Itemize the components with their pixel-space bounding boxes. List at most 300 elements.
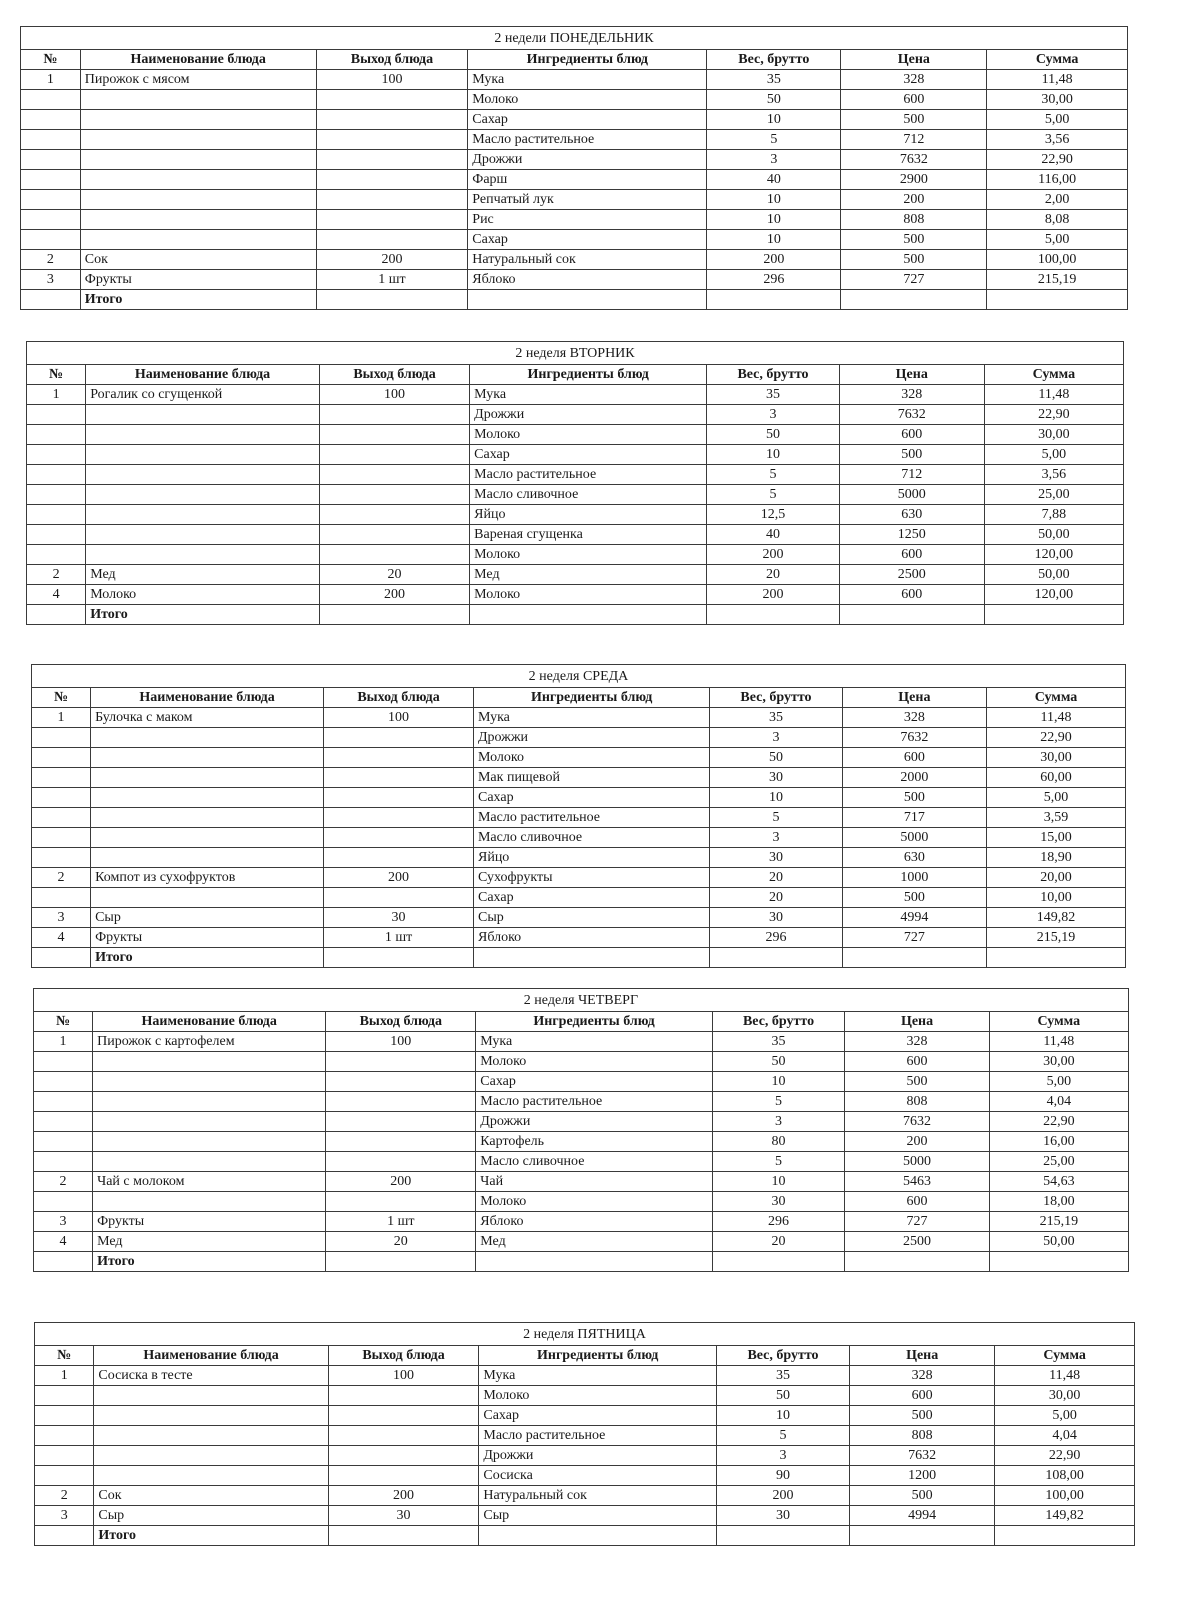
table-cell xyxy=(93,1192,326,1212)
table-cell: 1 xyxy=(27,385,86,405)
total-label: Итого xyxy=(80,290,316,310)
table-cell: 20 xyxy=(710,868,842,888)
column-header: Выход блюда xyxy=(319,365,469,385)
table-cell xyxy=(21,150,81,170)
table-row xyxy=(34,1092,1129,1112)
table-cell: 4 xyxy=(32,928,91,948)
table-cell: 30 xyxy=(710,848,842,868)
table-cell xyxy=(80,90,316,110)
table-cell: 200 xyxy=(707,545,840,565)
table-cell: 1 xyxy=(34,1032,93,1052)
table-cell: Пирожок с мясом xyxy=(80,70,316,90)
table-cell: 5,00 xyxy=(984,445,1123,465)
table-cell: 5000 xyxy=(842,828,986,848)
table-cell: 5 xyxy=(707,465,840,485)
column-header: Вес, брутто xyxy=(707,50,841,70)
table-cell xyxy=(80,170,316,190)
table-cell xyxy=(316,190,468,210)
table-cell xyxy=(328,1466,479,1486)
table-cell xyxy=(27,505,86,525)
table-cell: 30,00 xyxy=(984,425,1123,445)
column-header: Наименование блюда xyxy=(93,1012,326,1032)
menu-table-monday xyxy=(20,26,1128,310)
table-row xyxy=(27,565,1124,585)
table-cell xyxy=(319,485,469,505)
table-row xyxy=(35,1406,1135,1426)
table-row xyxy=(21,70,1128,90)
menu-table-tuesday xyxy=(26,341,1124,625)
table-cell xyxy=(91,828,324,848)
table-cell: 600 xyxy=(850,1386,995,1406)
table-row xyxy=(21,150,1128,170)
table-cell xyxy=(35,1466,94,1486)
table-cell: Яблоко xyxy=(468,270,707,290)
table-cell: 25,00 xyxy=(989,1152,1128,1172)
column-header: № xyxy=(35,1346,94,1366)
table-cell: Сосиска xyxy=(479,1466,717,1486)
table-cell: Фрукты xyxy=(93,1212,326,1232)
table-row xyxy=(34,1172,1129,1192)
table-cell xyxy=(86,445,320,465)
table-cell: Сахар xyxy=(476,1072,713,1092)
table-cell: 200 xyxy=(319,585,469,605)
table-cell xyxy=(328,1446,479,1466)
table-cell: 500 xyxy=(842,788,986,808)
table-cell xyxy=(94,1466,328,1486)
table-cell: Масло сливочное xyxy=(470,485,707,505)
table-cell: 296 xyxy=(707,270,841,290)
table-row xyxy=(34,1112,1129,1132)
column-header: Выход блюда xyxy=(328,1346,479,1366)
table-cell: 4,04 xyxy=(989,1092,1128,1112)
table-row xyxy=(32,848,1126,868)
table-cell: Дрожжи xyxy=(479,1446,717,1466)
table-cell xyxy=(324,828,474,848)
table-cell xyxy=(32,808,91,828)
table-cell xyxy=(328,1426,479,1446)
table-cell xyxy=(324,728,474,748)
table-cell: 35 xyxy=(712,1032,845,1052)
table-cell: 3 xyxy=(710,728,842,748)
table-cell: Сахар xyxy=(468,230,707,250)
table-cell: 10 xyxy=(707,445,840,465)
table-cell: 35 xyxy=(707,70,841,90)
table-cell: Сыр xyxy=(473,908,709,928)
table-cell: 500 xyxy=(850,1406,995,1426)
table-cell: Сахар xyxy=(470,445,707,465)
table-cell: 7632 xyxy=(850,1446,995,1466)
table-row xyxy=(21,130,1128,150)
column-header: № xyxy=(32,688,91,708)
table-cell xyxy=(21,190,81,210)
table-cell: Мука xyxy=(470,385,707,405)
table-cell xyxy=(91,728,324,748)
table-cell xyxy=(324,788,474,808)
table-cell xyxy=(86,425,320,445)
table-cell: 717 xyxy=(842,808,986,828)
table-cell xyxy=(80,190,316,210)
table-cell: 3 xyxy=(32,908,91,928)
header-row xyxy=(32,688,1126,708)
table-row xyxy=(21,190,1128,210)
table-cell xyxy=(93,1052,326,1072)
table-cell xyxy=(34,1192,93,1212)
table-cell: 100 xyxy=(326,1032,476,1052)
table-cell xyxy=(21,130,81,150)
table-cell: 20 xyxy=(712,1232,845,1252)
table-cell xyxy=(326,1092,476,1112)
table-cell: 500 xyxy=(841,230,987,250)
table-row xyxy=(32,828,1126,848)
column-header: Ингредиенты блюд xyxy=(476,1012,713,1032)
column-header: Наименование блюда xyxy=(80,50,316,70)
table-title: 2 неделя ЧЕТВЕРГ xyxy=(34,989,1129,1012)
table-cell: 600 xyxy=(842,748,986,768)
table-cell: 40 xyxy=(707,170,841,190)
table-cell: 328 xyxy=(839,385,984,405)
table-cell: 1200 xyxy=(850,1466,995,1486)
table-cell xyxy=(316,170,468,190)
column-header: Цена xyxy=(842,688,986,708)
table-cell: Мука xyxy=(473,708,709,728)
menu-table-thursday xyxy=(33,988,1129,1272)
column-header: № xyxy=(27,365,86,385)
table-cell xyxy=(326,1132,476,1152)
table-cell: Масло растительное xyxy=(479,1426,717,1446)
table-row xyxy=(27,385,1124,405)
table-cell: Молоко xyxy=(468,90,707,110)
table-cell: 100 xyxy=(316,70,468,90)
table-cell: 100 xyxy=(328,1366,479,1386)
table-cell: Дрожжи xyxy=(473,728,709,748)
menu-table-wednesday xyxy=(31,664,1126,968)
table-cell xyxy=(316,130,468,150)
table-cell: 22,90 xyxy=(995,1446,1135,1466)
column-header: Цена xyxy=(850,1346,995,1366)
table-row xyxy=(21,110,1128,130)
table-cell: 15,00 xyxy=(987,828,1126,848)
table-cell: 3 xyxy=(710,828,842,848)
table-cell: Мед xyxy=(470,565,707,585)
table-cell: 8,08 xyxy=(987,210,1128,230)
column-header: Вес, брутто xyxy=(707,365,840,385)
table-cell: 2 xyxy=(32,868,91,888)
table-cell: 3,59 xyxy=(987,808,1126,828)
table-cell xyxy=(27,405,86,425)
table-cell: 5,00 xyxy=(995,1406,1135,1426)
table-cell: 16,00 xyxy=(989,1132,1128,1152)
table-cell: 50 xyxy=(707,425,840,445)
table-cell: 25,00 xyxy=(984,485,1123,505)
table-cell: Мак пищевой xyxy=(473,768,709,788)
table-cell xyxy=(32,828,91,848)
table-cell: 500 xyxy=(841,110,987,130)
table-cell: 5,00 xyxy=(987,788,1126,808)
table-row xyxy=(35,1446,1135,1466)
table-cell xyxy=(326,1052,476,1072)
table-row xyxy=(27,465,1124,485)
table-cell: 30,00 xyxy=(989,1052,1128,1072)
table-cell: 808 xyxy=(850,1426,995,1446)
table-row xyxy=(27,445,1124,465)
table-cell xyxy=(32,748,91,768)
table-row xyxy=(32,708,1126,728)
table-cell: 10 xyxy=(716,1406,849,1426)
table-cell: Мука xyxy=(468,70,707,90)
table-cell: 2 xyxy=(27,565,86,585)
table-row xyxy=(35,1486,1135,1506)
table-cell: 90 xyxy=(716,1466,849,1486)
table-cell: 200 xyxy=(707,585,840,605)
table-cell: 5 xyxy=(712,1092,845,1112)
table-cell: Компот из сухофруктов xyxy=(91,868,324,888)
table-cell: 1 xyxy=(21,70,81,90)
table-cell: 3,56 xyxy=(987,130,1128,150)
table-cell xyxy=(93,1112,326,1132)
table-cell xyxy=(93,1072,326,1092)
table-cell: 600 xyxy=(845,1192,990,1212)
table-cell: 12,5 xyxy=(707,505,840,525)
table-cell xyxy=(34,1072,93,1092)
table-cell: Фарш xyxy=(468,170,707,190)
table-cell: Сыр xyxy=(94,1506,328,1526)
table-row xyxy=(32,768,1126,788)
table-cell: 11,48 xyxy=(989,1032,1128,1052)
table-cell xyxy=(316,150,468,170)
table-cell: Фрукты xyxy=(91,928,324,948)
table-cell: 3 xyxy=(34,1212,93,1232)
table-cell: 4,04 xyxy=(995,1426,1135,1446)
table-cell: 3,56 xyxy=(984,465,1123,485)
table-cell: 3 xyxy=(716,1446,849,1466)
table-cell: 200 xyxy=(324,868,474,888)
table-cell xyxy=(35,1446,94,1466)
table-cell: 30 xyxy=(712,1192,845,1212)
table-cell: 100,00 xyxy=(987,250,1128,270)
table-cell: 5000 xyxy=(845,1152,990,1172)
table-row xyxy=(32,748,1126,768)
column-header: Наименование блюда xyxy=(91,688,324,708)
table-cell xyxy=(32,788,91,808)
table-cell: 4 xyxy=(27,585,86,605)
table-cell xyxy=(319,445,469,465)
total-label: Итого xyxy=(91,948,324,968)
table-cell: 4994 xyxy=(842,908,986,928)
table-cell: 630 xyxy=(839,505,984,525)
table-cell xyxy=(319,505,469,525)
table-cell: 200 xyxy=(316,250,468,270)
table-cell: 4 xyxy=(34,1232,93,1252)
table-cell: 120,00 xyxy=(984,545,1123,565)
table-cell xyxy=(316,210,468,230)
table-cell: Яйцо xyxy=(470,505,707,525)
column-header: Сумма xyxy=(995,1346,1135,1366)
table-cell: 50,00 xyxy=(989,1232,1128,1252)
table-cell xyxy=(326,1152,476,1172)
table-row xyxy=(32,868,1126,888)
table-cell: 500 xyxy=(845,1072,990,1092)
table-row xyxy=(32,928,1126,948)
table-cell: 4994 xyxy=(850,1506,995,1526)
table-cell: 808 xyxy=(841,210,987,230)
table-row xyxy=(21,170,1128,190)
table-cell xyxy=(80,210,316,230)
table-cell: 30 xyxy=(710,768,842,788)
table-cell: 10 xyxy=(707,190,841,210)
table-cell: 5,00 xyxy=(987,230,1128,250)
table-cell: 20 xyxy=(710,888,842,908)
table-cell xyxy=(34,1152,93,1172)
table-row xyxy=(21,230,1128,250)
table-cell: 500 xyxy=(842,888,986,908)
table-cell: 5 xyxy=(712,1152,845,1172)
table-cell xyxy=(80,230,316,250)
table-cell: 808 xyxy=(845,1092,990,1112)
table-row xyxy=(34,1132,1129,1152)
table-row xyxy=(32,728,1126,748)
table-cell: 727 xyxy=(842,928,986,948)
column-header: Ингредиенты блюд xyxy=(473,688,709,708)
table-cell: Дрожжи xyxy=(470,405,707,425)
table-cell xyxy=(27,525,86,545)
table-cell xyxy=(94,1446,328,1466)
table-cell: 35 xyxy=(710,708,842,728)
table-cell xyxy=(34,1132,93,1152)
column-header: Вес, брутто xyxy=(716,1346,849,1366)
table-cell: 30 xyxy=(716,1506,849,1526)
table-cell: 5 xyxy=(707,130,841,150)
table-cell xyxy=(94,1386,328,1406)
table-cell xyxy=(316,90,468,110)
table-cell: Сосиска в тесте xyxy=(94,1366,328,1386)
table-cell: 712 xyxy=(841,130,987,150)
table-cell: 149,82 xyxy=(987,908,1126,928)
table-cell: 10 xyxy=(710,788,842,808)
table-cell: 500 xyxy=(841,250,987,270)
table-cell: 600 xyxy=(841,90,987,110)
table-cell: 50 xyxy=(707,90,841,110)
table-row xyxy=(32,908,1126,928)
table-cell: Масло растительное xyxy=(468,130,707,150)
table-cell: 5 xyxy=(707,485,840,505)
table-cell: 1 шт xyxy=(316,270,468,290)
column-header: Ингредиенты блюд xyxy=(470,365,707,385)
table-cell xyxy=(80,150,316,170)
table-cell: 328 xyxy=(845,1032,990,1052)
table-cell: 35 xyxy=(707,385,840,405)
table-row xyxy=(34,1232,1129,1252)
table-cell: 200 xyxy=(841,190,987,210)
table-row xyxy=(35,1426,1135,1446)
table-cell xyxy=(91,768,324,788)
table-cell: 120,00 xyxy=(984,585,1123,605)
table-cell: 500 xyxy=(850,1486,995,1506)
table-cell xyxy=(324,848,474,868)
table-cell: 22,90 xyxy=(987,728,1126,748)
table-cell: Молоко xyxy=(470,425,707,445)
table-cell: 30 xyxy=(324,908,474,928)
table-row xyxy=(34,1152,1129,1172)
header-row xyxy=(27,365,1124,385)
table-cell xyxy=(91,808,324,828)
table-row xyxy=(21,270,1128,290)
table-cell xyxy=(27,425,86,445)
table-cell: 7632 xyxy=(839,405,984,425)
table-cell: 1 xyxy=(35,1366,94,1386)
column-header: Цена xyxy=(839,365,984,385)
table-cell: 7,88 xyxy=(984,505,1123,525)
table-cell: 100 xyxy=(324,708,474,728)
table-cell xyxy=(35,1426,94,1446)
table-cell xyxy=(27,445,86,465)
column-header: Сумма xyxy=(987,50,1128,70)
table-cell: Молоко xyxy=(473,748,709,768)
table-cell: 727 xyxy=(841,270,987,290)
table-cell: 30,00 xyxy=(987,748,1126,768)
table-cell: 11,48 xyxy=(987,708,1126,728)
table-cell: 60,00 xyxy=(987,768,1126,788)
table-cell: 600 xyxy=(845,1052,990,1072)
table-cell: 11,48 xyxy=(987,70,1128,90)
table-cell xyxy=(35,1386,94,1406)
table-cell xyxy=(34,1052,93,1072)
total-row xyxy=(34,1252,1129,1272)
table-cell: 100 xyxy=(319,385,469,405)
table-cell: 149,82 xyxy=(995,1506,1135,1526)
table-cell: 215,19 xyxy=(987,928,1126,948)
table-cell: 200 xyxy=(328,1486,479,1506)
table-cell: Чай с молоком xyxy=(93,1172,326,1192)
table-cell: Репчатый лук xyxy=(468,190,707,210)
table-cell: 18,90 xyxy=(987,848,1126,868)
table-cell xyxy=(91,788,324,808)
table-row xyxy=(34,1032,1129,1052)
table-cell xyxy=(94,1426,328,1446)
table-cell: 200 xyxy=(326,1172,476,1192)
table-cell: 630 xyxy=(842,848,986,868)
table-cell: 200 xyxy=(716,1486,849,1506)
table-cell: Молоко xyxy=(470,585,707,605)
table-title: 2 недели ПОНЕДЕЛЬНИК xyxy=(21,27,1128,50)
column-header: № xyxy=(34,1012,93,1032)
table-cell: 100,00 xyxy=(995,1486,1135,1506)
table-cell: 108,00 xyxy=(995,1466,1135,1486)
table-row xyxy=(34,1192,1129,1212)
table-cell: 5 xyxy=(716,1426,849,1446)
table-cell: 727 xyxy=(845,1212,990,1232)
column-header: Сумма xyxy=(984,365,1123,385)
table-cell xyxy=(35,1406,94,1426)
column-header: Ингредиенты блюд xyxy=(468,50,707,70)
table-cell xyxy=(324,888,474,908)
table-cell: Масло растительное xyxy=(476,1092,713,1112)
menu-table-friday xyxy=(34,1322,1135,1546)
table-cell: 1 шт xyxy=(326,1212,476,1232)
table-cell: 10 xyxy=(712,1072,845,1092)
table-cell xyxy=(91,748,324,768)
table-cell xyxy=(91,848,324,868)
table-cell: 50 xyxy=(716,1386,849,1406)
table-cell xyxy=(86,525,320,545)
table-cell xyxy=(34,1092,93,1112)
table-cell: 1250 xyxy=(839,525,984,545)
table-cell: Дрожжи xyxy=(468,150,707,170)
table-cell: Пирожок с картофелем xyxy=(93,1032,326,1052)
table-cell: Сахар xyxy=(473,888,709,908)
table-cell xyxy=(319,465,469,485)
table-cell: Фрукты xyxy=(80,270,316,290)
table-cell xyxy=(93,1152,326,1172)
